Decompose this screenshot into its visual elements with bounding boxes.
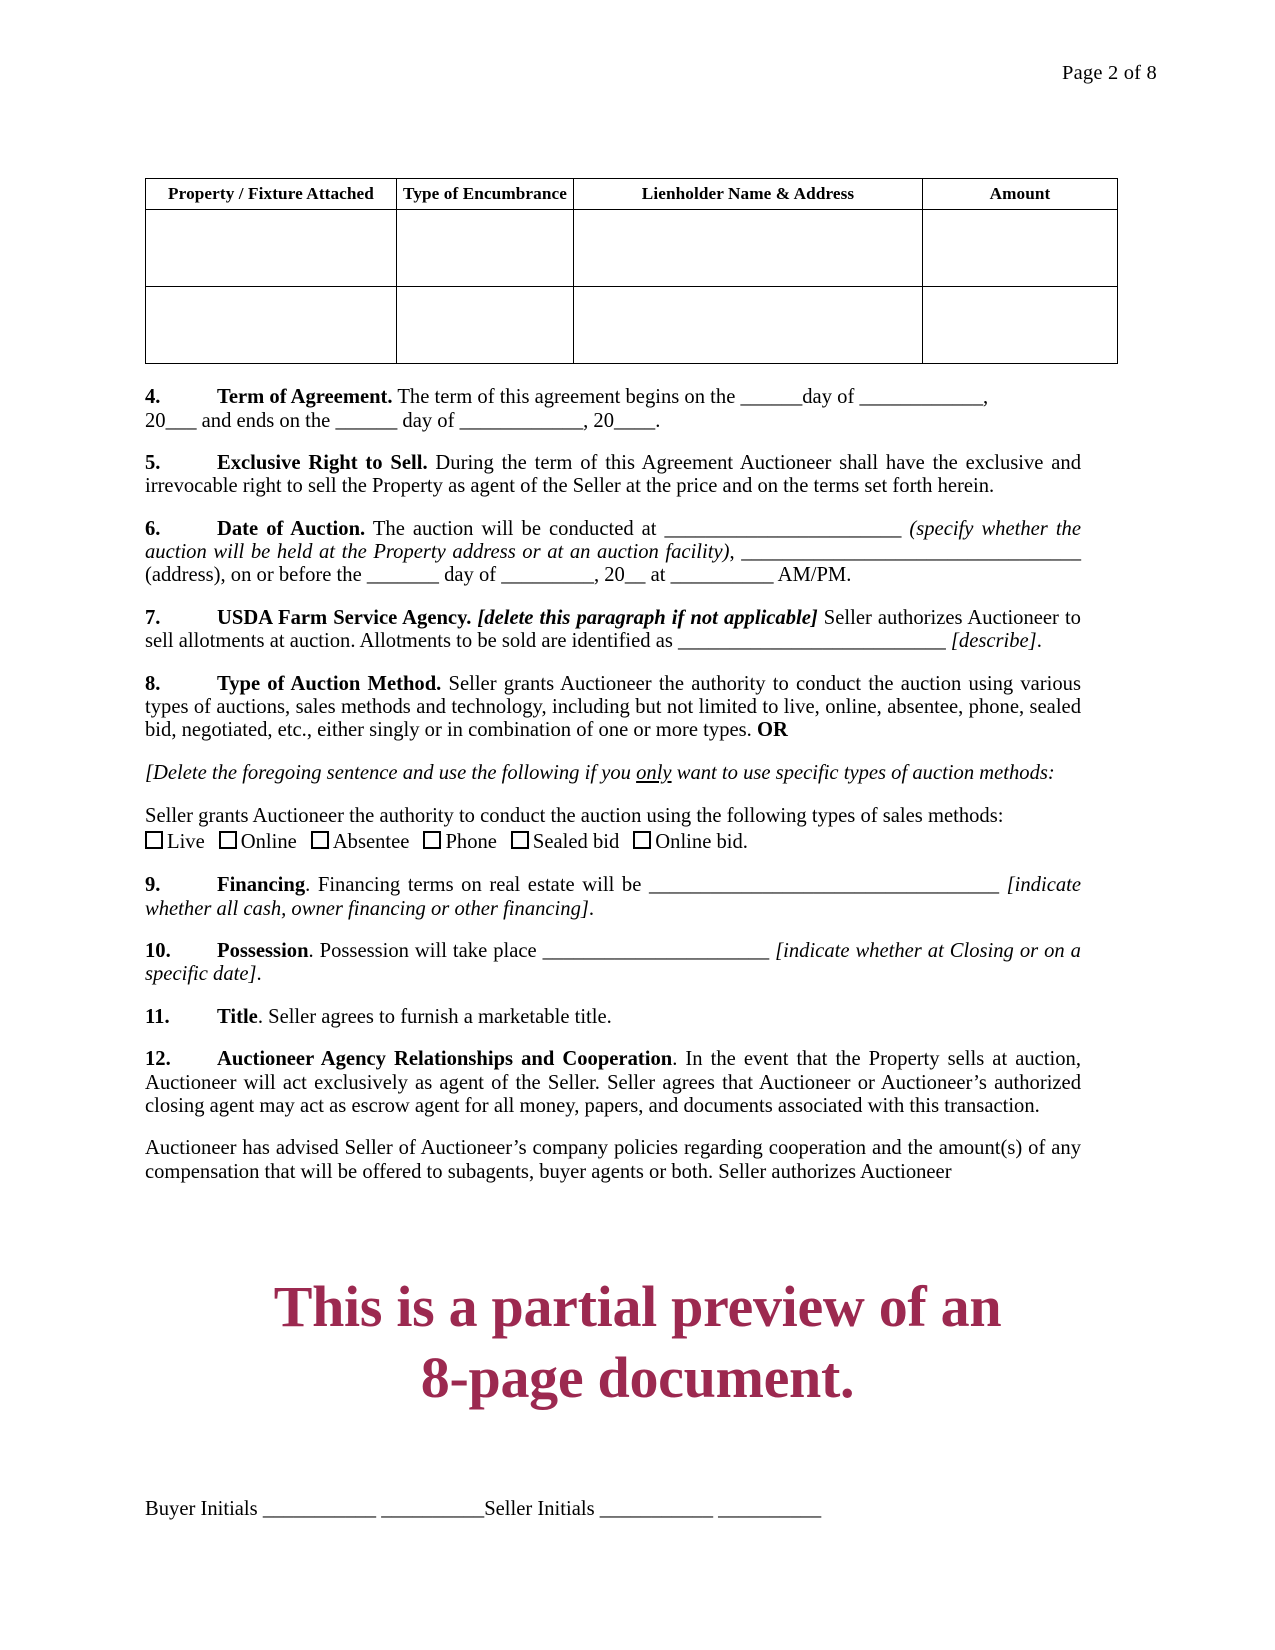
section-5-exclusive-right-to-sell — [145, 452, 1081, 499]
section-9-body-part1: . Financing terms on real estate will be __________________________________ — [305, 874, 1007, 897]
initials-footer: Buyer Initials ___________ __________Seller Initials ___________ __________ — [145, 1498, 822, 1520]
section-6-body-part2: , _________________________________ (address), on or before the _______ day of _________, 20__ at __________ AM/PM. — [145, 541, 1081, 587]
checkbox-option-sealed-bid[interactable] — [511, 831, 619, 853]
section-8-or-label: OR — [756, 719, 788, 742]
preview-watermark — [0, 1272, 1275, 1414]
checkbox-option-live[interactable] — [145, 831, 205, 853]
watermark-line-1: This is a partial preview of an — [273, 1274, 1002, 1339]
table-cell-property-fixture[interactable] — [146, 210, 397, 287]
section-5-title: Exclusive Right to Sell. — [217, 451, 428, 474]
checkbox-label-online-bid: Online bid. — [655, 830, 748, 853]
table-header-property-fixture: Property / Fixture Attached — [146, 179, 397, 210]
delete-note-only-emphasis: only — [636, 761, 672, 784]
table-header-type-of-encumbrance: Type of Encumbrance — [397, 179, 574, 210]
section-9-body-part2: . — [588, 897, 595, 920]
section-12-number: 12. — [145, 1048, 171, 1071]
table-header-amount: Amount — [923, 179, 1118, 210]
section-12-auctioneer-agency-relationships — [145, 1048, 1081, 1118]
section-4-number: 4. — [145, 386, 161, 409]
table-header-row — [146, 179, 1118, 210]
document-body — [145, 178, 1081, 1203]
delete-note-part1: [Delete the foregoing sentence and use the following if you — [145, 761, 637, 784]
section-12-continuation-paragraph: Auctioneer has advised Seller of Auctioneer’s company policies regarding cooperation and the amount(s) of any compensation that will be offered to subagents, buyer agents or both. Seller authorizes Auctioneer — [145, 1137, 1081, 1183]
section-10-title: Possession — [217, 940, 309, 963]
section-7-describe-note: [describe] — [950, 630, 1037, 653]
page-number-header: Page 2 of 8 — [1061, 62, 1157, 84]
section-10-number: 10. — [145, 940, 171, 963]
section-8-body: Seller grants Auctioneer the authority to conduct the auction using various types of auctions, sales methods and technology, including but not limited to live, online, absentee, phone, sealed bid, negotiated, etc., either singly or in combination of one or more types. — [145, 672, 1081, 742]
checkbox-option-absentee[interactable] — [311, 831, 410, 853]
checkbox-icon[interactable] — [511, 831, 529, 849]
table-row — [146, 210, 1118, 287]
table-row — [146, 287, 1118, 364]
table-cell-lienholder[interactable] — [574, 210, 923, 287]
section-11-title-label: Title — [217, 1005, 258, 1028]
section-7-usda-farm-service-agency — [145, 607, 1081, 654]
section-8-number: 8. — [145, 672, 161, 695]
checkbox-label-live: Live — [167, 830, 205, 853]
encumbrance-table — [145, 178, 1118, 364]
table-cell-lienholder[interactable] — [574, 287, 923, 364]
section-5-number: 5. — [145, 451, 161, 474]
section-4-title: Term of Agreement. — [217, 386, 393, 409]
section-8-methods-block — [145, 804, 1081, 855]
section-4-term-of-agreement — [145, 386, 1081, 433]
section-10-indicate-note: [indicate whether at Closing or on a specific date] — [145, 940, 1081, 986]
checkbox-option-online[interactable] — [219, 831, 297, 853]
section-8-title: Type of Auction Method. — [217, 672, 442, 695]
section-9-number: 9. — [145, 874, 161, 897]
section-7-body-part2: . — [1036, 630, 1042, 653]
section-6-italic-note: (specify whether the auction will be held at the Property address or at an auction facility) — [145, 517, 1081, 564]
checkbox-icon[interactable] — [219, 831, 237, 849]
section-8-type-of-auction-method — [145, 673, 1081, 743]
section-11-title — [145, 1006, 1081, 1029]
table-header-lienholder: Lienholder Name & Address — [574, 179, 923, 210]
table-cell-type-of-encumbrance[interactable] — [397, 287, 574, 364]
delete-note-part2: want to use specific types of auction methods: — [671, 761, 1055, 784]
section-6-body-part1: The auction will be conducted at _______________________ — [365, 517, 910, 540]
section-4-body-line1: The term of this agreement begins on the ______day of ____________, — [392, 386, 989, 409]
section-9-indicate-note: [indicate whether all cash, owner financing or other financing] — [145, 874, 1081, 920]
section-8-delete-note — [145, 762, 1081, 785]
section-6-date-of-auction — [145, 518, 1081, 588]
section-6-number: 6. — [145, 517, 161, 540]
watermark-line-2: 8-page document. — [420, 1344, 855, 1410]
checkbox-icon[interactable] — [423, 831, 441, 849]
checkbox-label-sealed-bid: Sealed bid — [532, 830, 620, 853]
section-5-body: During the term of this Agreement Auctioneer shall have the exclusive and irrevocable right to sell the Property as agent of the Seller at the price and on the terms set forth herein. — [145, 451, 1081, 498]
section-10-body-part2: . — [256, 963, 262, 986]
section-10-body-part1: . Possession will take place ______________________ — [308, 940, 776, 963]
section-11-body: . Seller agrees to furnish a marketable title. — [257, 1005, 612, 1028]
section-10-possession — [145, 940, 1081, 987]
checkbox-icon[interactable] — [311, 831, 329, 849]
section-7-delete-note: [delete this paragraph if not applicable] — [471, 606, 818, 629]
table-cell-property-fixture[interactable] — [146, 287, 397, 364]
checkbox-option-phone[interactable] — [423, 831, 496, 853]
section-11-number: 11. — [145, 1005, 170, 1028]
section-9-financing — [145, 874, 1081, 921]
section-7-title: USDA Farm Service Agency. — [217, 606, 472, 629]
section-7-body-part1: Seller authorizes Auctioneer to sell allotments at auction. Allotments to be sold are identified as __________________________ — [145, 606, 1081, 653]
section-4-body-line2: 20___ and ends on the ______ day of ____________, 20____. — [145, 409, 661, 432]
checkbox-icon[interactable] — [633, 831, 651, 849]
methods-intro-text: Seller grants Auctioneer the authority to conduct the auction using the following types of sales methods: — [145, 804, 1004, 827]
section-6-title: Date of Auction. — [217, 517, 366, 540]
section-7-number: 7. — [145, 606, 161, 629]
table-cell-type-of-encumbrance[interactable] — [397, 210, 574, 287]
section-12-body: . In the event that the Property sells at auction, Auctioneer will act exclusively as agent of the Seller. Seller agrees that Auctioneer or Auctioneer’s authorized closing agent may act as escrow agent for all money, papers, and documents associated with this transaction. — [145, 1048, 1081, 1117]
checkbox-label-phone: Phone — [445, 830, 497, 853]
checkbox-icon[interactable] — [145, 831, 163, 849]
section-12-title: Auctioneer Agency Relationships and Cooperation — [217, 1048, 673, 1071]
section-9-title: Financing — [217, 874, 306, 897]
table-cell-amount[interactable] — [923, 210, 1118, 287]
checkbox-option-online-bid[interactable] — [633, 831, 748, 853]
table-cell-amount[interactable] — [923, 287, 1118, 364]
checkbox-label-online: Online — [240, 830, 297, 853]
checkbox-label-absentee: Absentee — [332, 830, 410, 853]
